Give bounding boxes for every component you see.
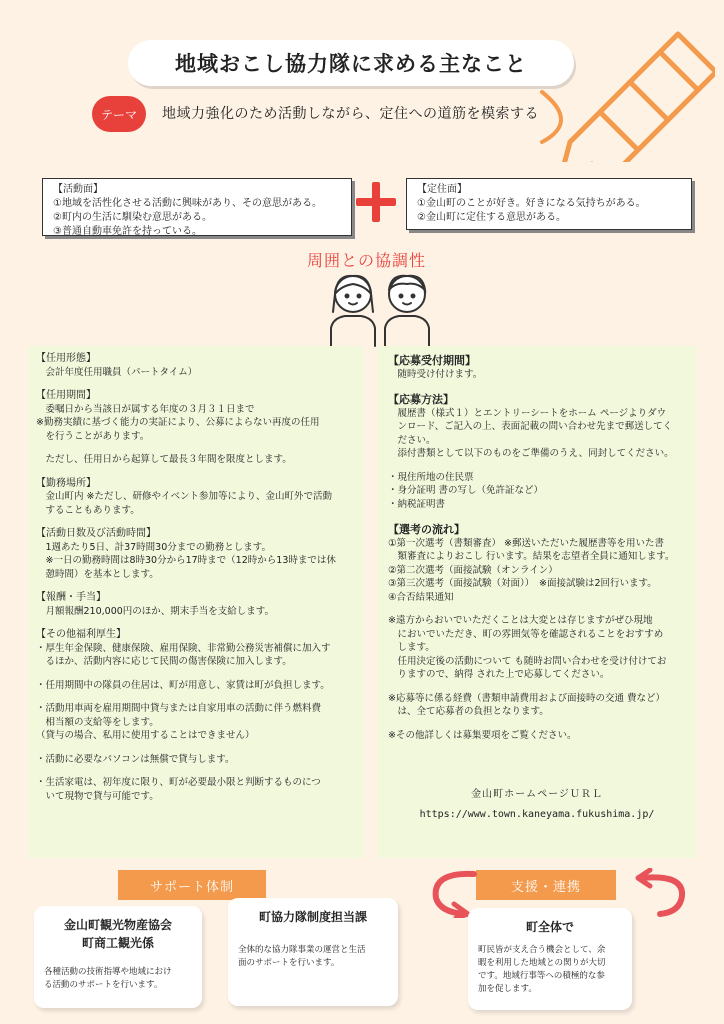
- activity-requirements-box: [42, 178, 352, 236]
- expense-note: ※応募等に係る経費（書類申請費用および面接時の交通 費など） は、全て応募者の負担となります。: [388, 692, 665, 717]
- visit-note: ※遠方からおいでいただくことは大変とは存じますがぜひ現地 においでいただき、町の雰囲気等を確認されることをおすすめ します。 任用決定後の活動について も随時お問い合わせを受け付けてお りますので、納得 された上で応募してください。: [388, 615, 667, 680]
- plus-icon: [356, 182, 396, 222]
- card-title: 町全体で: [525, 920, 574, 934]
- theme-badge: テーマ: [92, 96, 146, 132]
- term-text: 委嘱日から当該日が属する年度の３月３１日まで: [36, 403, 255, 415]
- theme-text: 地域力強化のため活動しながら、定住への道筋を模索する: [162, 106, 539, 122]
- term-limit-text: ただし、任用日から起算して最長３年間を限度とします。: [36, 454, 292, 465]
- settle-item: ②金山町に定住する意思がある。: [417, 212, 566, 223]
- benefit-item: ・活動用車両を雇用期間中貸与または自家用車の活動に伴う燃料費 相当額の支給等をします。 （貸与の場合、私用に使用することはできません）: [36, 703, 322, 741]
- method-heading: 【応募方法】: [388, 393, 454, 406]
- settle-heading: 【定住面】: [417, 184, 467, 195]
- activity-item: ①地域を活性化させる活動に興味があり、その意思がある。: [53, 198, 322, 209]
- activity-item: ③普通自動車免許を持っている。: [53, 226, 202, 237]
- collaboration-tag: 支援・連携: [476, 870, 616, 900]
- benefit-item: ・生活家電は、初年度に限り、町が必要最小限と判断するものにつ いて現物で貸与可能です。: [36, 777, 321, 802]
- pay-heading: 【報酬・手当】: [36, 592, 106, 603]
- support-tag: サポート体制: [118, 870, 266, 900]
- card-title: 町協力隊制度担当課: [258, 910, 367, 924]
- card-title: 金山町観光物産協会: [63, 918, 172, 932]
- curved-arrow-icon: [630, 868, 696, 918]
- tourism-association-card: [34, 906, 202, 1008]
- activity-heading: 【活動面】: [53, 184, 103, 195]
- selection-heading: 【選考の流れ】: [388, 523, 465, 536]
- homepage-link[interactable]: https://www.town.kaneyama.fukushima.jp/: [419, 808, 655, 820]
- employment-type-heading: 【任用形態】: [36, 353, 96, 364]
- harmony-heading: 周囲との協調性: [307, 251, 427, 270]
- whole-town-card: [468, 908, 632, 1010]
- card-text: 全体的な協力隊事業の運営と生活 面のサポートを行います。: [238, 945, 366, 968]
- employment-type-text: 会計年度任用職員（パートタイム）: [36, 366, 198, 378]
- workplace-heading: 【勤務場所】: [36, 477, 96, 489]
- required-documents-list: ・現住所地の住民票 ・身分証明 書の写し（免許証など） ・納税証明書: [388, 471, 544, 510]
- selection-steps: ①第一次選考（書類審査） ※郵送いただいた履歴書等を用いた書 類審査によりおこし 行います。結果を志望者全員に通知します。 ②第二次選考（面接試験（オンライン） ③第三次選考（面接試験（対面）） ※面接試験は2回行います。 ④合否結果通知: [388, 537, 675, 603]
- hours-text: 1週あたり5日、計37時間30分までの勤務とします。 ※一日の勤務時間は8時30分から17時まで（12時から13時までは休 憩時間）を基本とします。: [45, 541, 336, 580]
- benefits-heading: 【その他福利厚生】: [36, 629, 126, 640]
- term-text: ※勤務実績に基づく能力の実証により、公募によらない再度の任用 を行うことがあります。: [36, 417, 320, 442]
- pay-text: 月額報酬210,000円のほか、期末手当を支給します。: [36, 605, 275, 617]
- benefit-item: ・厚生年金保険、健康保険、雇用保険、非常勤公務災害補償に加入す るほか、活動内容に応じて民間の傷害保険に加入します。: [36, 642, 331, 667]
- card-title: 町商工観光係: [81, 936, 154, 950]
- pencil-icon: [540, 22, 715, 162]
- card-text: 各種活動の技術指導や地域におけ る活動のサポートを行います。: [44, 967, 172, 990]
- settlement-requirements-box: [406, 178, 692, 230]
- employment-conditions-panel: [28, 346, 364, 858]
- term-heading: 【任用期間】: [36, 390, 96, 401]
- benefit-item: ・活動に必要なパソコンは無償で貸与します。: [36, 753, 235, 765]
- method-text: 履歴書（様式１）とエントリーシートをホーム ページよりダウ ンロード、ご記入の上、表面記載の問い合わせ先まで郵送してく ださい。 添付書類として以下のものをご準備のうえ、同封してください。: [397, 407, 674, 459]
- activity-item: ②町内の生活に馴染む意思がある。: [53, 212, 212, 223]
- period-heading: 【応募受付期間】: [388, 354, 476, 367]
- benefit-item: ・任用期間中の隊員の住居は、町が用意し、家賃は町が負担します。: [36, 679, 330, 691]
- url-label: 金山町ホームページＵＲＬ: [471, 789, 603, 800]
- card-text: 町民皆が支え合う機会として、余 暇を利用した地域との関りが大切 です。地域行事等への積極的な参 加を促します。: [478, 945, 606, 994]
- program-office-card: [228, 898, 398, 1006]
- workplace-text: 金山町内 ※ただし、研修やイベント参加等により、金山町外で活動 することもあります。: [45, 491, 332, 516]
- application-info-panel: [378, 346, 696, 858]
- hours-heading: 【活動日数及び活動時間】: [36, 528, 156, 539]
- page-title: 地域おこし協力隊に求める主なこと: [128, 40, 574, 86]
- settle-item: ①金山町のことが好き。好きになる気持ちがある。: [417, 198, 646, 209]
- details-note: ※その他詳しくは募集要項をご覧ください。: [388, 729, 577, 741]
- people-icon: [325, 268, 435, 348]
- period-text: 随時受け付けます。: [388, 368, 483, 380]
